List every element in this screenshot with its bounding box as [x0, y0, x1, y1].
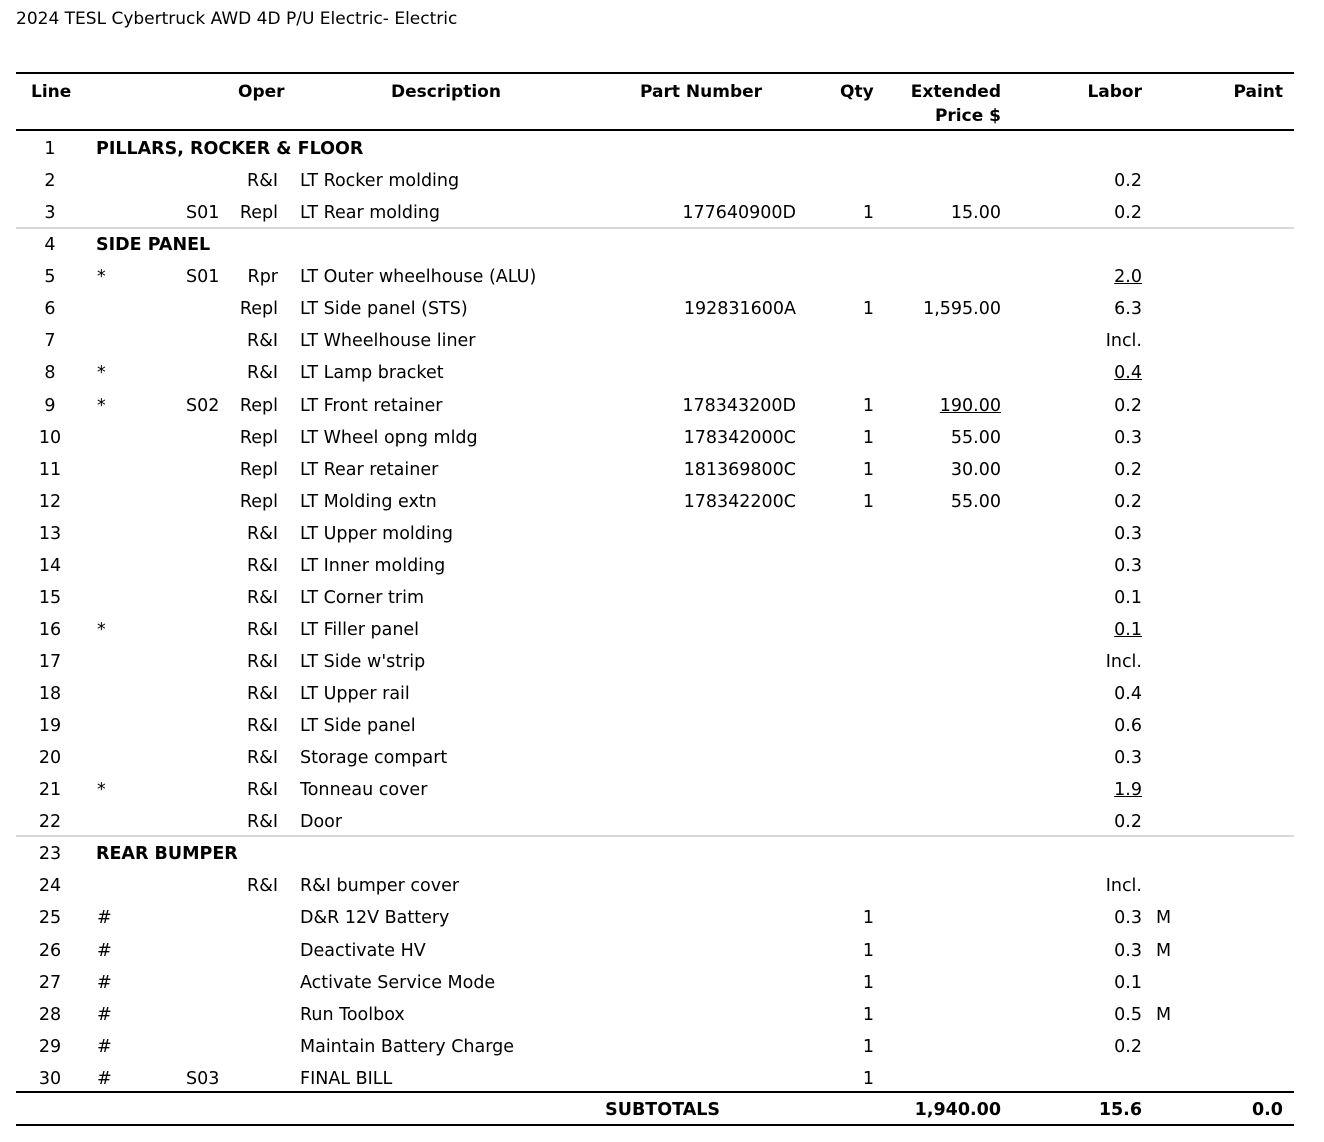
- line-labor: 0.5: [1114, 1004, 1142, 1025]
- line-oper: Repl: [239, 459, 278, 480]
- line-flag: #: [97, 1068, 112, 1089]
- line-ref: S01: [186, 267, 220, 288]
- line-labor: Incl.: [1105, 331, 1142, 352]
- section-heading: REAR BUMPER: [96, 844, 238, 865]
- line-description: LT Side panel: [300, 716, 416, 737]
- subtotal-top-rule: [16, 1091, 1294, 1093]
- line-qty: 1: [862, 1036, 874, 1057]
- line-description: LT Upper molding: [300, 523, 453, 544]
- header-extended-price: [880, 80, 1001, 128]
- line-description: LT Upper rail: [300, 684, 410, 704]
- line-oper: R&I: [247, 587, 278, 608]
- subtotal-price: 1,940.00: [914, 1100, 1001, 1120]
- line-flag: #: [97, 1036, 112, 1057]
- line-number: 25: [38, 908, 62, 929]
- line-labor: 0.2: [1114, 1036, 1142, 1057]
- line-part-number: 181369800C: [683, 459, 796, 480]
- header-description: Description: [391, 82, 501, 102]
- line-number: 8: [44, 363, 56, 384]
- line-qty: 1: [862, 491, 874, 512]
- line-labor: 0.4: [1114, 363, 1142, 384]
- line-description: Maintain Battery Charge: [300, 1036, 515, 1057]
- line-part-number: 177640900D: [682, 203, 796, 224]
- line-oper: Repl: [239, 299, 278, 320]
- line-labor: 0.2: [1114, 395, 1142, 416]
- line-extended-price: 55.00: [950, 427, 1001, 448]
- section-heading: SIDE PANEL: [96, 235, 211, 256]
- line-labor-flag: M: [1156, 940, 1172, 961]
- line-qty: 1: [862, 427, 874, 448]
- line-flag: *: [97, 780, 106, 801]
- line-number: 27: [38, 972, 62, 993]
- line-number: 3: [44, 203, 56, 224]
- line-extended-price: 30.00: [950, 459, 1001, 480]
- line-number: 2: [44, 171, 56, 192]
- line-description: LT Side w'strip: [300, 652, 426, 672]
- line-description: LT Outer wheelhouse (ALU): [300, 267, 537, 288]
- header-qty: Qty: [840, 82, 874, 102]
- line-oper: Repl: [239, 427, 278, 448]
- line-number: 15: [38, 587, 62, 608]
- line-description: LT Inner molding: [300, 555, 446, 576]
- line-description: LT Rear retainer: [300, 459, 439, 480]
- line-labor: 0.2: [1114, 812, 1142, 833]
- line-number: 20: [38, 748, 62, 769]
- line-description: LT Wheel opng mldg: [300, 427, 478, 448]
- line-description: Storage compart: [300, 748, 448, 769]
- line-number: 11: [38, 459, 62, 480]
- line-oper: Repl: [239, 491, 278, 512]
- line-extended-price: 190.00: [939, 395, 1001, 416]
- line-qty: 1: [862, 940, 874, 961]
- line-number: 5: [44, 267, 56, 288]
- line-number: 4: [44, 235, 56, 256]
- section-heading: PILLARS, ROCKER & FLOOR: [96, 139, 364, 159]
- line-labor-flag: M: [1156, 1004, 1172, 1025]
- line-number: 26: [38, 940, 62, 961]
- line-description: LT Wheelhouse liner: [300, 331, 476, 352]
- line-number: 9: [44, 395, 56, 416]
- line-number: 17: [38, 652, 62, 672]
- line-number: 14: [38, 555, 62, 576]
- line-description: D&R 12V Battery: [300, 908, 450, 929]
- subtotals-label: SUBTOTALS: [605, 1100, 720, 1120]
- line-description: LT Front retainer: [300, 395, 443, 416]
- line-labor: 0.3: [1114, 555, 1142, 576]
- line-ref: S01: [186, 203, 220, 224]
- line-extended-price: 55.00: [950, 491, 1001, 512]
- line-description: LT Corner trim: [300, 587, 424, 608]
- line-number: 24: [38, 876, 62, 897]
- line-part-number: 178342200C: [683, 491, 796, 512]
- line-qty: 1: [862, 299, 874, 320]
- line-description: LT Side panel (STS): [300, 299, 468, 320]
- line-oper: R&I: [247, 780, 278, 801]
- line-number: 13: [38, 523, 62, 544]
- line-description: Door: [300, 812, 343, 833]
- line-part-number: 192831600A: [683, 299, 796, 320]
- line-number: 30: [38, 1068, 62, 1089]
- line-labor: 1.9: [1114, 780, 1142, 801]
- header-extended-price-line2: Price $: [934, 106, 1001, 126]
- header-part-number: Part Number: [640, 82, 763, 102]
- line-oper: R&I: [247, 555, 278, 576]
- line-flag: *: [97, 363, 106, 384]
- line-labor: 2.0: [1114, 267, 1142, 288]
- line-number: 18: [38, 684, 62, 704]
- header-extended-price-line1: Extended: [910, 82, 1001, 102]
- line-labor: 6.3: [1114, 299, 1142, 320]
- line-qty: 1: [862, 1004, 874, 1025]
- line-labor: 0.2: [1114, 491, 1142, 512]
- line-labor: 0.2: [1114, 203, 1142, 224]
- line-flag: *: [97, 267, 106, 288]
- line-number: 28: [38, 1004, 62, 1025]
- line-qty: 1: [862, 972, 874, 993]
- line-flag: *: [97, 619, 106, 640]
- line-labor: Incl.: [1105, 876, 1142, 897]
- line-oper: Repl: [239, 395, 278, 416]
- line-number: 6: [44, 299, 56, 320]
- line-qty: 1: [862, 1068, 874, 1089]
- line-labor: 0.1: [1114, 587, 1142, 608]
- line-oper: Rpr: [247, 267, 278, 288]
- line-labor: 0.3: [1114, 908, 1142, 929]
- line-part-number: 178343200D: [682, 395, 796, 416]
- line-part-number: 178342000C: [683, 427, 796, 448]
- line-flag: #: [97, 972, 112, 993]
- line-number: 19: [38, 716, 62, 737]
- line-description: Run Toolbox: [300, 1004, 405, 1025]
- line-number: 1: [44, 139, 56, 159]
- document-title: 2024 TESL Cybertruck AWD 4D P/U Electric- Electric: [16, 9, 458, 29]
- line-number: 21: [38, 780, 62, 801]
- line-description: Tonneau cover: [300, 780, 428, 801]
- line-ref: S02: [186, 395, 220, 416]
- header-oper: Oper: [238, 82, 285, 102]
- line-qty: 1: [862, 908, 874, 929]
- line-oper: R&I: [247, 523, 278, 544]
- line-oper: R&I: [247, 876, 278, 897]
- line-description: LT Molding extn: [300, 491, 437, 512]
- line-labor: 0.3: [1114, 940, 1142, 961]
- line-labor: 0.3: [1114, 427, 1142, 448]
- subtotal-paint: 0.0: [1251, 1100, 1283, 1120]
- line-labor: 0.3: [1114, 523, 1142, 544]
- line-extended-price: 15.00: [950, 203, 1001, 224]
- line-number: 12: [38, 491, 62, 512]
- line-oper: R&I: [247, 684, 278, 704]
- line-labor: 0.3: [1114, 748, 1142, 769]
- line-flag: *: [97, 395, 106, 416]
- header-bottom-rule: [16, 129, 1294, 131]
- line-labor: 0.1: [1114, 619, 1142, 640]
- line-number: 22: [38, 812, 62, 833]
- line-labor: 0.6: [1114, 716, 1142, 737]
- line-qty: 1: [862, 203, 874, 224]
- section-separator: [16, 835, 1294, 837]
- line-oper: R&I: [247, 652, 278, 672]
- line-labor: 0.4: [1114, 684, 1142, 704]
- header-line: Line: [31, 82, 72, 102]
- line-flag: #: [97, 908, 112, 929]
- section-separator: [16, 227, 1294, 229]
- line-description: R&I bumper cover: [300, 876, 460, 897]
- line-oper: R&I: [247, 363, 278, 384]
- header-paint: Paint: [1233, 82, 1283, 102]
- line-description: LT Rear molding: [300, 203, 440, 224]
- line-number: 7: [44, 331, 56, 352]
- line-number: 16: [38, 619, 62, 640]
- line-labor: Incl.: [1105, 652, 1142, 672]
- subtotal-labor: 15.6: [1098, 1100, 1142, 1120]
- line-oper: R&I: [247, 716, 278, 737]
- header-labor: Labor: [1087, 82, 1142, 102]
- line-oper: R&I: [247, 619, 278, 640]
- table-top-rule: [16, 72, 1294, 74]
- line-flag: #: [97, 940, 112, 961]
- line-description: Deactivate HV: [300, 940, 426, 961]
- subtotal-bottom-rule: [16, 1124, 1294, 1126]
- line-extended-price: 1,595.00: [923, 299, 1001, 320]
- line-labor: 0.1: [1114, 972, 1142, 993]
- line-oper: R&I: [247, 812, 278, 833]
- line-ref: S03: [186, 1068, 220, 1089]
- line-number: 23: [38, 844, 62, 865]
- line-oper: R&I: [247, 748, 278, 769]
- line-description: FINAL BILL: [300, 1068, 393, 1089]
- line-oper: R&I: [247, 331, 278, 352]
- line-description: LT Lamp bracket: [300, 363, 444, 384]
- line-labor: 0.2: [1114, 171, 1142, 192]
- line-labor: 0.2: [1114, 459, 1142, 480]
- line-description: Activate Service Mode: [300, 972, 496, 993]
- line-oper: R&I: [247, 171, 278, 192]
- line-number: 29: [38, 1036, 62, 1057]
- line-labor-flag: M: [1156, 908, 1172, 929]
- line-number: 10: [38, 427, 62, 448]
- line-flag: #: [97, 1004, 112, 1025]
- line-description: LT Rocker molding: [300, 171, 460, 192]
- line-qty: 1: [862, 395, 874, 416]
- line-description: LT Filler panel: [300, 619, 420, 640]
- line-oper: Repl: [239, 203, 278, 224]
- line-qty: 1: [862, 459, 874, 480]
